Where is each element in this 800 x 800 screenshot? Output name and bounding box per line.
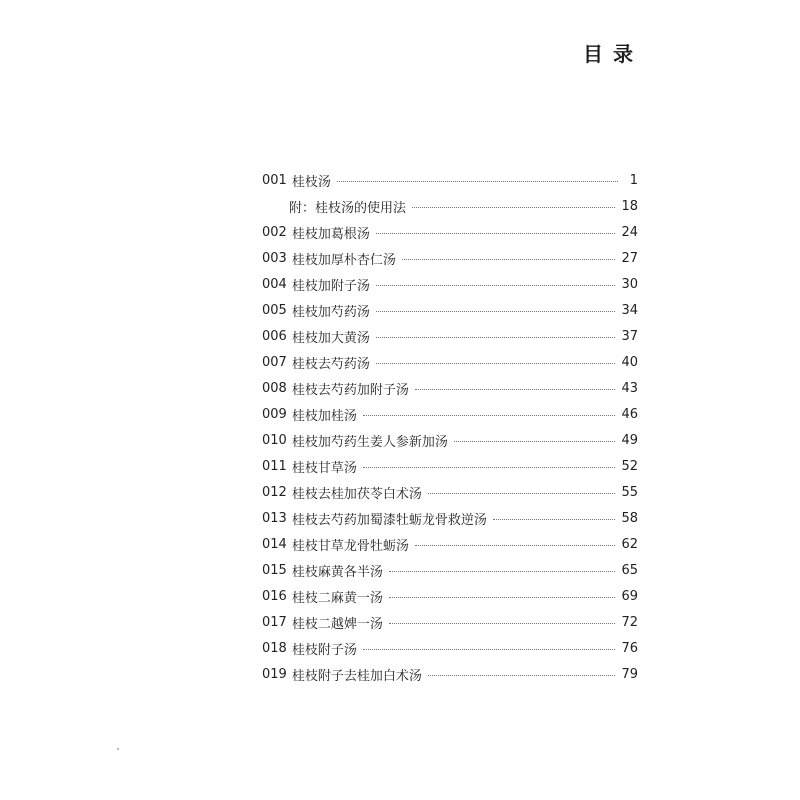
dot-leader — [428, 675, 616, 676]
entry-title: 桂枝甘草龙骨牡蛎汤 — [291, 538, 409, 554]
toc-entry[interactable] — [262, 219, 638, 245]
dot-leader — [415, 545, 616, 546]
entry-title: 桂枝加芍药汤 — [291, 304, 370, 320]
entry-page-number: 58 — [621, 510, 638, 526]
toc-entry[interactable] — [262, 505, 638, 531]
entry-number: 001 — [262, 172, 287, 188]
entry-page-number: 76 — [621, 640, 638, 656]
entry-number: 010 — [262, 432, 287, 448]
entry-number: 009 — [262, 406, 287, 422]
entry-page-number: 1 — [629, 172, 638, 188]
entry-title: 桂枝附子去桂加白术汤 — [291, 668, 422, 684]
toc-entry[interactable] — [262, 531, 638, 557]
entry-number: 014 — [262, 536, 287, 552]
entry-page-number: 52 — [621, 458, 638, 474]
dot-leader — [428, 493, 616, 494]
dot-leader — [415, 389, 616, 390]
entry-number: 011 — [262, 458, 287, 474]
entry-page-number: 43 — [621, 380, 638, 396]
entry-number: 006 — [262, 328, 287, 344]
entry-number: 007 — [262, 354, 287, 370]
dot-leader — [454, 441, 616, 442]
toc-subentry[interactable] — [262, 193, 638, 219]
entry-number: 008 — [262, 380, 287, 396]
dot-leader — [363, 467, 616, 468]
entry-number: 012 — [262, 484, 287, 500]
toc-entry[interactable] — [262, 661, 638, 687]
entry-title: 桂枝附子汤 — [291, 642, 357, 658]
entry-title: 附：桂枝汤的使用法 — [289, 200, 407, 216]
toc-entry[interactable] — [262, 557, 638, 583]
entry-page-number: 72 — [621, 614, 638, 630]
entry-title: 桂枝加厚朴杏仁汤 — [291, 252, 396, 268]
entry-page-number: 79 — [621, 666, 638, 682]
entry-page-number: 37 — [621, 328, 638, 344]
entry-number: 018 — [262, 640, 287, 656]
entry-page-number: 65 — [621, 562, 638, 578]
entry-title: 桂枝汤 — [291, 174, 331, 190]
entry-number: 019 — [262, 666, 287, 682]
dot-leader — [402, 259, 616, 260]
dot-leader — [363, 649, 616, 650]
dot-leader — [493, 519, 616, 520]
entry-page-number: 55 — [621, 484, 638, 500]
dot-leader — [376, 285, 616, 286]
dot-leader — [389, 623, 616, 624]
entry-title: 桂枝去芍药加附子汤 — [291, 382, 409, 398]
toc-entry[interactable] — [262, 245, 638, 271]
dot-leader — [376, 311, 616, 312]
entry-page-number: 34 — [621, 302, 638, 318]
dot-leader — [376, 233, 616, 234]
toc-entry[interactable] — [262, 375, 638, 401]
entry-page-number: 30 — [621, 276, 638, 292]
dot-leader — [412, 207, 615, 208]
entry-title: 桂枝二越婢一汤 — [291, 616, 383, 632]
dot-leader — [376, 337, 616, 338]
dot-leader — [376, 363, 616, 364]
toc-entry[interactable] — [262, 349, 638, 375]
dot-leader — [389, 571, 616, 572]
entry-title: 桂枝加附子汤 — [291, 278, 370, 294]
entry-number: 015 — [262, 562, 287, 578]
toc-entry[interactable] — [262, 167, 638, 193]
entry-title: 桂枝加芍药生姜人参新加汤 — [291, 434, 448, 450]
toc-entry[interactable] — [262, 323, 638, 349]
entry-number: 005 — [262, 302, 287, 318]
toc-entry[interactable] — [262, 453, 638, 479]
entry-number: 004 — [262, 276, 287, 292]
entry-number: 016 — [262, 588, 287, 604]
entry-number: 003 — [262, 250, 287, 266]
entry-title: 桂枝甘草汤 — [291, 460, 357, 476]
entry-page-number: 27 — [621, 250, 638, 266]
entry-title: 桂枝去桂加茯苓白术汤 — [291, 486, 422, 502]
toc-entry[interactable] — [262, 479, 638, 505]
entry-page-number: 69 — [621, 588, 638, 604]
toc-entry[interactable] — [262, 635, 638, 661]
entry-number: 013 — [262, 510, 287, 526]
page-speck — [117, 748, 119, 750]
toc-entry[interactable] — [262, 583, 638, 609]
entry-title: 桂枝加桂汤 — [291, 408, 357, 424]
entry-title: 桂枝加葛根汤 — [291, 226, 370, 242]
entry-page-number: 46 — [621, 406, 638, 422]
dot-leader — [337, 181, 618, 182]
entry-number: 017 — [262, 614, 287, 630]
dot-leader — [363, 415, 616, 416]
entry-title: 桂枝加大黄汤 — [291, 330, 370, 346]
toc-entry[interactable] — [262, 401, 638, 427]
toc-entry[interactable] — [262, 427, 638, 453]
toc-entry[interactable] — [262, 297, 638, 323]
page-title: 目录 — [583, 42, 643, 66]
toc-entry[interactable] — [262, 609, 638, 635]
entry-title: 桂枝二麻黄一汤 — [291, 590, 383, 606]
toc-entry[interactable] — [262, 271, 638, 297]
table-of-contents — [262, 167, 638, 687]
entry-number: 002 — [262, 224, 287, 240]
entry-page-number: 62 — [621, 536, 638, 552]
entry-page-number: 49 — [621, 432, 638, 448]
entry-page-number: 18 — [621, 198, 638, 214]
entry-title: 桂枝去芍药加蜀漆牡蛎龙骨救逆汤 — [291, 512, 487, 528]
entry-page-number: 24 — [621, 224, 638, 240]
dot-leader — [389, 597, 616, 598]
entry-title: 桂枝去芍药汤 — [291, 356, 370, 372]
entry-title: 桂枝麻黄各半汤 — [291, 564, 383, 580]
entry-page-number: 40 — [621, 354, 638, 370]
